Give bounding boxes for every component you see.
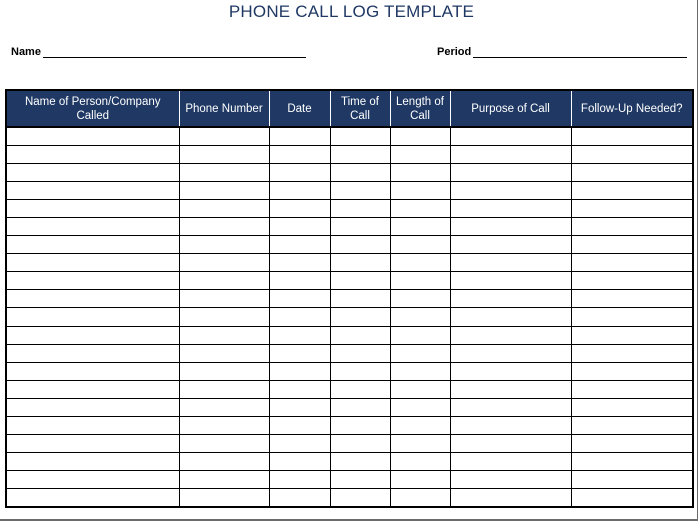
table-cell[interactable] bbox=[179, 127, 269, 146]
table-cell[interactable] bbox=[450, 182, 571, 200]
table-cell[interactable] bbox=[450, 236, 571, 254]
table-cell[interactable] bbox=[450, 164, 571, 182]
table-row bbox=[6, 164, 693, 182]
table-cell[interactable] bbox=[390, 236, 450, 254]
table-cell[interactable] bbox=[6, 452, 179, 470]
table-cell[interactable] bbox=[6, 146, 179, 164]
document-title: PHONE CALL LOG TEMPLATE bbox=[228, 2, 475, 21]
table-row bbox=[6, 326, 693, 344]
table-cell[interactable] bbox=[450, 488, 571, 507]
table-cell[interactable] bbox=[179, 254, 269, 272]
column-header-phone-number: Phone Number bbox=[179, 90, 269, 127]
table-cell[interactable] bbox=[390, 182, 450, 200]
table-cell[interactable] bbox=[6, 398, 179, 416]
table-cell[interactable] bbox=[6, 290, 179, 308]
table-cell[interactable] bbox=[450, 434, 571, 452]
table-cell[interactable] bbox=[330, 127, 390, 146]
table-cell[interactable] bbox=[390, 218, 450, 236]
table-row bbox=[6, 398, 693, 416]
table-cell[interactable] bbox=[390, 200, 450, 218]
table-cell[interactable] bbox=[390, 127, 450, 146]
table-row bbox=[6, 470, 693, 488]
table-cell[interactable] bbox=[269, 344, 330, 362]
table-cell[interactable] bbox=[179, 398, 269, 416]
table-row bbox=[6, 254, 693, 272]
table-cell[interactable] bbox=[269, 164, 330, 182]
column-header-date: Date bbox=[269, 90, 330, 127]
table-cell[interactable] bbox=[450, 272, 571, 290]
table-cell[interactable] bbox=[179, 488, 269, 507]
table-cell[interactable] bbox=[571, 254, 693, 272]
column-header-name: Name of Person/Company Called bbox=[6, 90, 179, 127]
table-row bbox=[6, 146, 693, 164]
table-cell[interactable] bbox=[179, 182, 269, 200]
table-cell[interactable] bbox=[390, 164, 450, 182]
table-cell[interactable] bbox=[179, 416, 269, 434]
table-cell[interactable] bbox=[6, 416, 179, 434]
table-cell[interactable] bbox=[6, 200, 179, 218]
call-log-table bbox=[5, 89, 694, 508]
name-field bbox=[11, 44, 306, 58]
table-cell[interactable] bbox=[571, 398, 693, 416]
table-body bbox=[6, 127, 693, 507]
table-cell[interactable] bbox=[269, 362, 330, 380]
table-cell[interactable] bbox=[450, 326, 571, 344]
table-cell[interactable] bbox=[571, 200, 693, 218]
table-cell[interactable] bbox=[269, 488, 330, 507]
table-cell[interactable] bbox=[390, 272, 450, 290]
table-cell[interactable] bbox=[179, 164, 269, 182]
table-cell[interactable] bbox=[6, 344, 179, 362]
name-label: Name bbox=[11, 46, 41, 58]
table-row bbox=[6, 452, 693, 470]
table-cell[interactable] bbox=[269, 127, 330, 146]
table-row bbox=[6, 488, 693, 507]
table-cell[interactable] bbox=[330, 470, 390, 488]
column-header-time: Time of Call bbox=[330, 90, 390, 127]
table-cell[interactable] bbox=[179, 380, 269, 398]
table-cell[interactable] bbox=[330, 488, 390, 507]
table-cell[interactable] bbox=[450, 398, 571, 416]
table-cell[interactable] bbox=[450, 380, 571, 398]
table-cell[interactable] bbox=[571, 127, 693, 146]
table-cell[interactable] bbox=[179, 452, 269, 470]
table-cell[interactable] bbox=[179, 218, 269, 236]
table-cell[interactable] bbox=[269, 326, 330, 344]
table-cell[interactable] bbox=[390, 254, 450, 272]
table-cell[interactable] bbox=[330, 200, 390, 218]
table-cell[interactable] bbox=[330, 416, 390, 434]
table-cell[interactable] bbox=[179, 308, 269, 326]
table-cell[interactable] bbox=[571, 434, 693, 452]
period-blank-line[interactable] bbox=[473, 44, 687, 58]
table-cell[interactable] bbox=[330, 344, 390, 362]
table-cell[interactable] bbox=[269, 380, 330, 398]
table-row bbox=[6, 308, 693, 326]
table-cell[interactable] bbox=[450, 290, 571, 308]
table-cell[interactable] bbox=[450, 416, 571, 434]
table-cell[interactable] bbox=[571, 218, 693, 236]
table-cell[interactable] bbox=[269, 470, 330, 488]
table-cell[interactable] bbox=[390, 380, 450, 398]
table-cell[interactable] bbox=[6, 434, 179, 452]
table-row bbox=[6, 434, 693, 452]
table-cell[interactable] bbox=[450, 308, 571, 326]
table-cell[interactable] bbox=[450, 344, 571, 362]
table-cell[interactable] bbox=[390, 452, 450, 470]
table-cell[interactable] bbox=[179, 236, 269, 254]
table-cell[interactable] bbox=[390, 470, 450, 488]
table-cell[interactable] bbox=[390, 434, 450, 452]
table-cell[interactable] bbox=[390, 398, 450, 416]
table-cell[interactable] bbox=[571, 182, 693, 200]
table-cell[interactable] bbox=[6, 380, 179, 398]
table-cell[interactable] bbox=[571, 290, 693, 308]
table-cell[interactable] bbox=[269, 254, 330, 272]
table-cell[interactable] bbox=[450, 254, 571, 272]
table-cell[interactable] bbox=[269, 146, 330, 164]
table-cell[interactable] bbox=[571, 164, 693, 182]
table-cell[interactable] bbox=[269, 416, 330, 434]
table-cell[interactable] bbox=[6, 254, 179, 272]
table-cell[interactable] bbox=[450, 218, 571, 236]
table-cell[interactable] bbox=[269, 452, 330, 470]
table-cell[interactable] bbox=[269, 290, 330, 308]
table-cell[interactable] bbox=[269, 434, 330, 452]
table-cell[interactable] bbox=[179, 326, 269, 344]
table-cell[interactable] bbox=[179, 362, 269, 380]
name-blank-line[interactable] bbox=[43, 44, 306, 58]
table-cell[interactable] bbox=[390, 362, 450, 380]
table-cell[interactable] bbox=[330, 182, 390, 200]
table-cell[interactable] bbox=[571, 272, 693, 290]
table-row bbox=[6, 362, 693, 380]
table-cell[interactable] bbox=[450, 452, 571, 470]
table-cell[interactable] bbox=[269, 308, 330, 326]
table-cell[interactable] bbox=[6, 218, 179, 236]
table-cell[interactable] bbox=[330, 308, 390, 326]
table-cell[interactable] bbox=[571, 362, 693, 380]
table-cell[interactable] bbox=[269, 272, 330, 290]
column-header-length: Length of Call bbox=[390, 90, 450, 127]
column-header-follow-up: Follow-Up Needed? bbox=[571, 90, 693, 127]
table-cell[interactable] bbox=[330, 380, 390, 398]
table-cell[interactable] bbox=[330, 254, 390, 272]
table-cell[interactable] bbox=[450, 146, 571, 164]
table-cell[interactable] bbox=[330, 164, 390, 182]
table-cell[interactable] bbox=[179, 344, 269, 362]
table-cell[interactable] bbox=[390, 326, 450, 344]
column-header-purpose: Purpose of Call bbox=[450, 90, 571, 127]
table-cell[interactable] bbox=[571, 452, 693, 470]
table-cell[interactable] bbox=[571, 488, 693, 507]
period-label: Period bbox=[437, 46, 472, 58]
table-cell[interactable] bbox=[571, 416, 693, 434]
table-cell[interactable] bbox=[330, 146, 390, 164]
table-cell[interactable] bbox=[6, 308, 179, 326]
table-row bbox=[6, 272, 693, 290]
table-cell[interactable] bbox=[179, 434, 269, 452]
table-cell[interactable] bbox=[269, 182, 330, 200]
table-cell[interactable] bbox=[6, 470, 179, 488]
table-cell[interactable] bbox=[390, 488, 450, 507]
table-cell[interactable] bbox=[6, 182, 179, 200]
table-cell[interactable] bbox=[571, 344, 693, 362]
table-row bbox=[6, 182, 693, 200]
table-cell[interactable] bbox=[571, 380, 693, 398]
table-row bbox=[6, 218, 693, 236]
table-cell[interactable] bbox=[6, 236, 179, 254]
table-cell[interactable] bbox=[390, 290, 450, 308]
table-cell[interactable] bbox=[179, 290, 269, 308]
table-cell[interactable] bbox=[6, 488, 179, 507]
table-cell[interactable] bbox=[6, 362, 179, 380]
table-cell[interactable] bbox=[450, 200, 571, 218]
table-cell[interactable] bbox=[6, 127, 179, 146]
period-field bbox=[437, 44, 687, 58]
table-cell[interactable] bbox=[269, 398, 330, 416]
table-cell[interactable] bbox=[571, 308, 693, 326]
table-row bbox=[6, 236, 693, 254]
table-cell[interactable] bbox=[571, 236, 693, 254]
table-cell[interactable] bbox=[330, 272, 390, 290]
table-cell[interactable] bbox=[390, 146, 450, 164]
table-cell[interactable] bbox=[390, 416, 450, 434]
table-cell[interactable] bbox=[269, 236, 330, 254]
table-row bbox=[6, 290, 693, 308]
table-cell[interactable] bbox=[390, 344, 450, 362]
table-cell[interactable] bbox=[330, 326, 390, 344]
table-cell[interactable] bbox=[571, 326, 693, 344]
table-cell[interactable] bbox=[330, 290, 390, 308]
table-row bbox=[6, 200, 693, 218]
table-row bbox=[6, 416, 693, 434]
table-cell[interactable] bbox=[330, 398, 390, 416]
table-cell[interactable] bbox=[269, 200, 330, 218]
table-cell[interactable] bbox=[390, 308, 450, 326]
table-cell[interactable] bbox=[330, 452, 390, 470]
table-header-row bbox=[6, 90, 693, 127]
table-cell[interactable] bbox=[179, 272, 269, 290]
table-row bbox=[6, 380, 693, 398]
table-cell[interactable] bbox=[269, 218, 330, 236]
table-cell[interactable] bbox=[6, 326, 179, 344]
table-cell[interactable] bbox=[179, 470, 269, 488]
table-row bbox=[6, 344, 693, 362]
table-cell[interactable] bbox=[450, 470, 571, 488]
table-cell[interactable] bbox=[450, 362, 571, 380]
table-cell[interactable] bbox=[6, 164, 179, 182]
table-cell[interactable] bbox=[6, 272, 179, 290]
table-cell[interactable] bbox=[450, 127, 571, 146]
table-cell[interactable] bbox=[330, 434, 390, 452]
table-cell[interactable] bbox=[571, 470, 693, 488]
table-row bbox=[6, 127, 693, 146]
table-cell[interactable] bbox=[179, 146, 269, 164]
table-cell[interactable] bbox=[330, 362, 390, 380]
table-cell[interactable] bbox=[330, 218, 390, 236]
table-cell[interactable] bbox=[330, 236, 390, 254]
table-cell[interactable] bbox=[571, 146, 693, 164]
table-cell[interactable] bbox=[179, 200, 269, 218]
